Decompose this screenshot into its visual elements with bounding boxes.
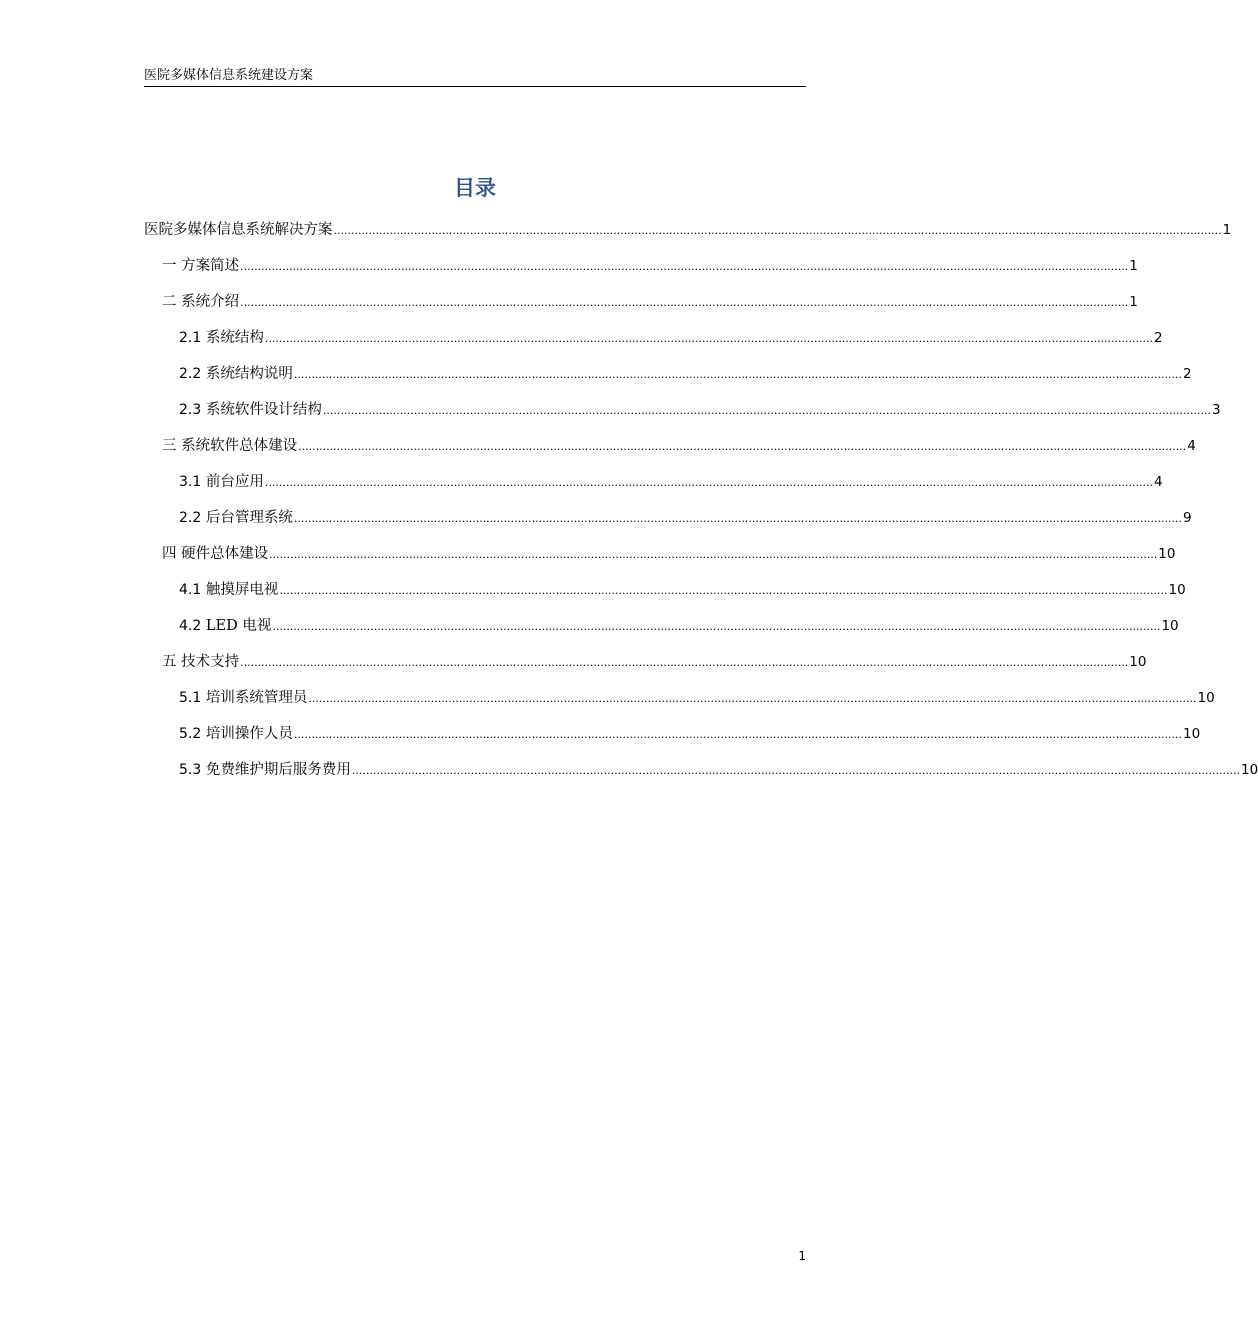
toc-entry[interactable] (179, 758, 1258, 782)
toc-entry-page: 2 (1154, 330, 1163, 346)
toc-leader-dots: .............................................................................................................................................................................................................................................................. (293, 728, 1183, 741)
toc-entry[interactable] (179, 614, 1179, 638)
toc-entry-label: 五 技术支持 (162, 654, 240, 670)
toc-entry-label (179, 362, 293, 386)
toc-entry[interactable] (162, 542, 1176, 566)
toc-entry-number: 2.3 (179, 402, 202, 418)
toc-entry-label: 四 硬件总体建设 (162, 546, 269, 562)
toc-entry[interactable] (162, 254, 1138, 278)
toc-entry-number: 5.2 (179, 726, 202, 742)
toc-entry-number: 3.1 (179, 474, 202, 490)
toc-entry-label (179, 722, 293, 746)
toc-entry-text: 触摸屏电视 (205, 582, 279, 598)
toc-entry-label (179, 506, 293, 530)
toc-entry-number: 2.2 (179, 366, 202, 382)
toc-entry-label (179, 578, 278, 602)
toc-entry[interactable] (179, 398, 1221, 422)
toc-entry-page: 1 (1129, 294, 1138, 310)
toc-entry-text: 后台管理系统 (205, 510, 293, 526)
toc-entry-page: 3 (1212, 402, 1221, 418)
toc-leader-dots: .............................................................................................................................................................................................................................................................. (293, 512, 1183, 525)
toc-entry-page: 1 (1222, 222, 1232, 238)
toc-entry-page: 2 (1183, 366, 1192, 382)
toc-leader-dots: .............................................................................................................................................................................................................................................................. (293, 368, 1183, 381)
toc-entry[interactable] (162, 290, 1138, 314)
toc-entry-page: 10 (1161, 618, 1179, 634)
toc-entry-page: 10 (1197, 690, 1215, 706)
toc-entry-page: 1 (1129, 258, 1138, 274)
toc-entry-text: 免费维护期后服务费用 (205, 762, 351, 778)
toc-leader-dots: .............................................................................................................................................................................................................................................................. (240, 260, 1129, 273)
toc-entry[interactable] (179, 362, 1192, 386)
toc-entry-label (179, 470, 264, 494)
toc-entry-number: 2.2 (179, 510, 202, 526)
toc-entry-page: 10 (1183, 726, 1201, 742)
toc-leader-dots: .............................................................................................................................................................................................................................................................. (298, 440, 1187, 453)
toc-leader-dots: .............................................................................................................................................................................................................................................................. (279, 584, 1168, 597)
toc-entry-page: 10 (1241, 762, 1258, 778)
toc-entry-label (179, 398, 322, 422)
toc-entry-page: 9 (1183, 510, 1192, 526)
toc-leader-dots: .............................................................................................................................................................................................................................................................. (264, 332, 1154, 345)
toc-entry-label (179, 614, 271, 638)
header-title: 医院多媒体信息系统建设方案 (144, 68, 314, 83)
toc-entry-label (179, 758, 351, 782)
toc-entry[interactable] (162, 434, 1196, 458)
toc-title: 目录 (454, 176, 496, 200)
toc-entry[interactable] (179, 326, 1163, 350)
toc-leader-dots: .............................................................................................................................................................................................................................................................. (308, 692, 1197, 705)
toc-leader-dots: .............................................................................................................................................................................................................................................................. (272, 620, 1161, 633)
toc-entry[interactable] (179, 506, 1192, 530)
toc-entry-page: 10 (1158, 546, 1176, 562)
toc-entry-text: 培训系统管理员 (205, 690, 308, 706)
toc-leader-dots: .............................................................................................................................................................................................................................................................. (264, 476, 1154, 489)
toc-entry[interactable] (144, 218, 1232, 242)
toc-entry-page: 10 (1168, 582, 1186, 598)
toc-entry-number: 2.1 (179, 330, 202, 346)
toc-entry-text: 系统结构说明 (205, 366, 293, 382)
toc-leader-dots: .............................................................................................................................................................................................................................................................. (240, 296, 1129, 309)
toc-entry-label (179, 326, 264, 350)
toc-entry[interactable] (179, 470, 1163, 494)
toc-entry[interactable] (162, 650, 1147, 674)
toc-entry-text: 培训操作人员 (205, 726, 293, 742)
toc-entry-text: 系统软件设计结构 (205, 402, 322, 418)
toc-entry-label: 一 方案简述 (162, 258, 240, 274)
toc-entry-text: 前台应用 (205, 474, 264, 490)
toc-entry-label: 医院多媒体信息系统解决方案 (144, 222, 333, 238)
toc-leader-dots: .............................................................................................................................................................................................................................................................. (322, 404, 1212, 417)
toc-entry-label: 二 系统介绍 (162, 294, 240, 310)
toc-entry-label: 三 系统软件总体建设 (162, 438, 298, 454)
toc-entry-text: 系统结构 (205, 330, 264, 346)
toc-entry-page: 4 (1187, 438, 1196, 454)
toc-entry[interactable] (179, 686, 1215, 710)
toc-leader-dots: .............................................................................................................................................................................................................................................................. (333, 224, 1222, 237)
toc-entry-number: 5.3 (179, 762, 202, 778)
toc-entry-number: 5.1 (179, 690, 202, 706)
toc-leader-dots: .............................................................................................................................................................................................................................................................. (269, 548, 1158, 561)
toc-entry-number: 4.2 (179, 618, 202, 634)
page-number: 1 (798, 1249, 806, 1263)
toc-entry-number: 4.1 (179, 582, 202, 598)
toc-entry-page: 10 (1129, 654, 1147, 670)
toc-entry-page: 4 (1154, 474, 1163, 490)
toc-entry[interactable] (179, 578, 1186, 602)
toc-entry-text: LED 电视 (205, 618, 272, 634)
toc-leader-dots: .............................................................................................................................................................................................................................................................. (240, 656, 1129, 669)
toc-leader-dots: .............................................................................................................................................................................................................................................................. (351, 764, 1241, 777)
toc-entry[interactable] (179, 722, 1201, 746)
toc-entry-label (179, 686, 307, 710)
